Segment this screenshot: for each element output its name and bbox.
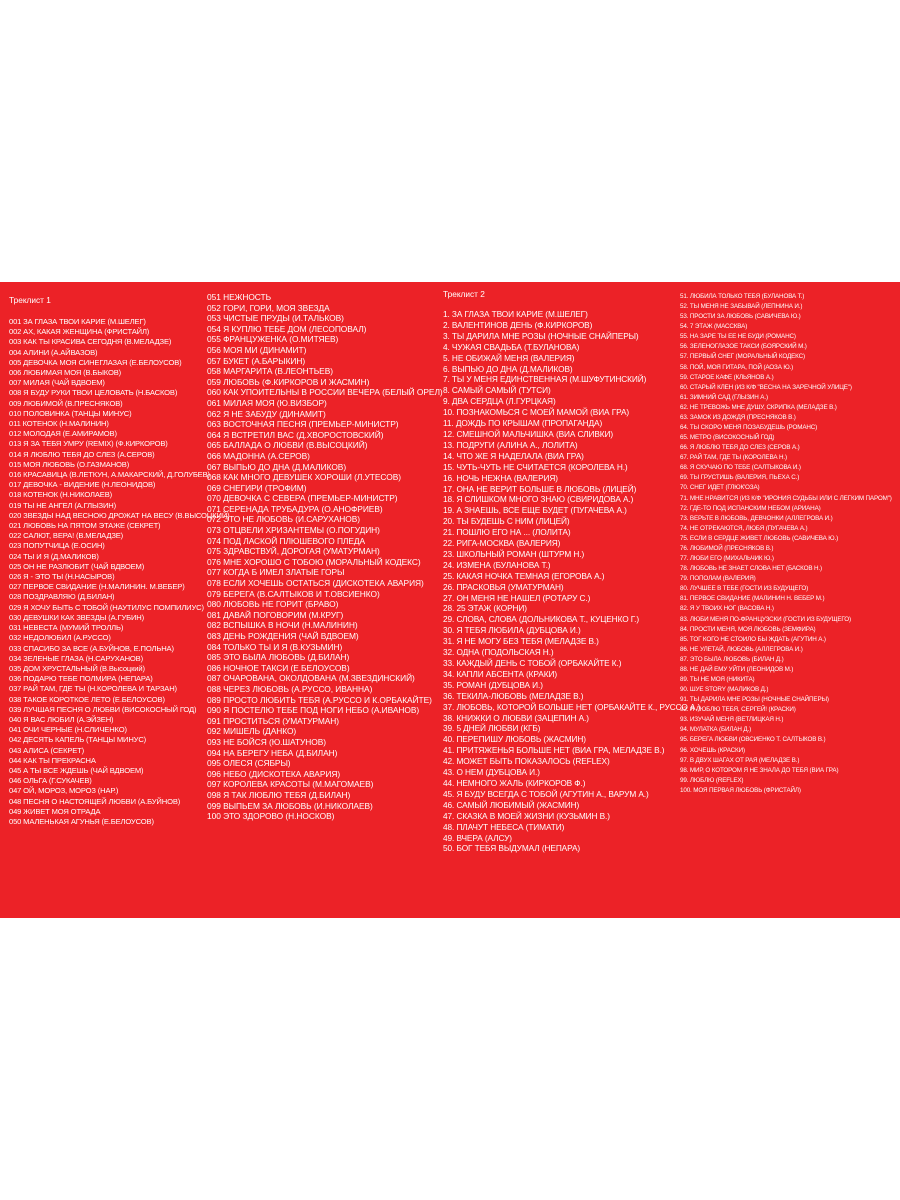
track-item: 54. 7 ЭТАЖ (МАССКВА) <box>680 323 748 331</box>
track-item: 098 Я ТАК ЛЮБЛЮ ТЕБЯ (Д.БИЛАН) <box>207 789 351 800</box>
track-item: 9. ДВА СЕРДЦА (Л.ГУРЦКАЯ) <box>443 396 556 407</box>
track-item: 042 ДЕСЯТЬ КАПЕЛЬ (ТАНЦЫ МИНУС) <box>9 735 147 745</box>
track-item: 093 НЕ БОЙСЯ (Ю.ШАТУНОВ) <box>207 736 326 747</box>
track-item: 92. Я ЛЮБЛЮ ТЕБЯ, СЕРГЕЙ! (КРАСКИ) <box>680 706 796 714</box>
track-item: 012 МОЛОДАЯ (Е.АМИРАМОВ) <box>9 429 117 439</box>
track-item: 068 КАК МНОГО ДЕВУШЕК ХОРОШИ (Л.УТЕСОВ) <box>207 472 401 483</box>
track-item: 021 ЛЮБОВЬ НА ПЯТОМ ЭТАЖЕ (СЕКРЕТ) <box>9 521 161 531</box>
track-item: 38. КНИЖКИ О ЛЮБВИ (ЗАЦЕПИН А.) <box>443 712 589 723</box>
track-item: 061 МИЛАЯ МОЯ (Ю.ВИЗБОР) <box>207 397 327 408</box>
track-item: 057 БУКЕТ (А.БАРЫКИН) <box>207 355 306 366</box>
track-item: 53. ПРОСТИ ЗА ЛЮБОВЬ (САВИЧЕВА Ю.) <box>680 313 801 321</box>
track-item: 58. ПОЙ, МОЯ ГИТАРА, ПОЙ (АОЗА Ю.) <box>680 363 794 371</box>
track-item: 7. ТЫ У МЕНЯ ЕДИНСТВЕННАЯ (М.ШУФУТИНСКИЙ) <box>443 374 647 385</box>
track-item: 015 МОЯ ЛЮБОВЬ (О.ГАЗМАНОВ) <box>9 459 130 469</box>
track-item: 64. ТЫ СКОРО МЕНЯ ПОЗАБУДЕШЬ (РОМАНС) <box>680 424 818 432</box>
track-item: 024 ТЫ И Я (Д.МАЛИКОВ) <box>9 551 99 561</box>
track-item: 3. ТЫ ДАРИЛА МНЕ РОЗЫ (НОЧНЫЕ СНАЙПЕРЫ) <box>443 330 639 341</box>
track-item: 025 ОН НЕ РАЗЛЮБИТ (ЧАЙ ВДВОЕМ) <box>9 561 145 571</box>
track-item: 022 САЛЮТ, ВЕРА! (В.МЕЛАДЗЕ) <box>9 531 124 541</box>
tracklist-1-continued-column <box>207 282 443 918</box>
track-item: 039 ЛУЧШАЯ ПЕСНЯ О ЛЮБВИ (ВИСОКОСНЫЙ ГОД) <box>9 704 197 714</box>
track-item: 2. ВАЛЕНТИНОВ ДЕНЬ (Ф.КИРКОРОВ) <box>443 319 593 330</box>
track-item: 11. ДОЖДЬ ПО КРЫШАМ (ПРОПАГАНДА) <box>443 418 603 429</box>
track-item: 023 ПОПУТЧИЦА (Е.ОСИН) <box>9 541 105 551</box>
track-list <box>9 317 230 827</box>
track-item: 043 АЛИСА (СЕКРЕТ) <box>9 745 85 755</box>
track-item: 57. ПЕРВЫЙ СНЕГ (МОРАЛЬНЫЙ КОДЕКС) <box>680 353 805 361</box>
track-item: 090 Я ПОСТЕЛЮ ТЕБЕ ПОД НОГИ НЕБО (А.ИВАНОВ) <box>207 705 420 716</box>
track-item: 94. МУЛАТКА (БИЛАН Д.) <box>680 726 752 734</box>
track-item: 82. Я У ТВОИХ НОГ (ВАСОВА Н.) <box>680 605 774 613</box>
track-item: 56. ЗЕЛЕНОГЛАЗОЕ ТАКСИ (БОЯРСКИЙ М.) <box>680 343 807 351</box>
track-item: 038 ТАКОЕ КОРОТКОЕ ЛЕТО (Е.БЕЛОУСОВ) <box>9 694 165 704</box>
track-item: 93. ИЗУЧАЙ МЕНЯ (ВЕТЛИЦКАЯ Н.) <box>680 716 784 724</box>
track-item: 097 КОРОЛЕВА КРАСОТЫ (М.МАГОМАЕВ) <box>207 779 374 790</box>
track-item: 32. ОДНА (ПОДОЛЬСКАЯ Н.) <box>443 647 554 658</box>
track-item: 013 Я ЗА ТЕБЯ УМРУ (REMIX) (Ф.КИРКОРОВ) <box>9 439 168 449</box>
track-item: 081 ДАВАЙ ПОГОВОРИМ (М.КРУГ) <box>207 609 344 620</box>
track-item: 85. ТОГ КОГО НЕ СТОИЛО БЫ ЖДАТЬ (АГУТИН А.) <box>680 635 826 643</box>
track-list <box>443 309 701 854</box>
track-item: 100 ЭТО ЗДОРОВО (Н.НОСКОВ) <box>207 811 335 822</box>
track-item: 47. СКАЗКА В МОЕЙ ЖИЗНИ (КУЗЬМИН В.) <box>443 810 610 821</box>
track-item: 060 КАК УПОИТЕЛЬНЫ В РОССИИ ВЕЧЕРА (БЕЛЫЙ ОРЕЛ) <box>207 387 443 398</box>
track-item: 086 НОЧНОЕ ТАКСИ (Е.БЕЛОУСОВ) <box>207 662 350 673</box>
track-item: 19. А ЗНАЕШЬ, ВСЕ ЕЩЕ БУДЕТ (ПУГАЧЕВА А.) <box>443 505 627 516</box>
track-item: 005 ДЕВОЧКА МОЯ СИНЕГЛАЗАЯ (Е.БЕЛОУСОВ) <box>9 357 182 367</box>
track-item: 002 АХ, КАКАЯ ЖЕНЩИНА (ФРИСТАЙЛ) <box>9 327 150 337</box>
track-item: 007 МИЛАЯ (ЧАЙ ВДВОЕМ) <box>9 378 105 388</box>
track-item: 83. ЛЮБИ МЕНЯ ПО-ФРАНЦУЗСКИ (ГОСТИ ИЗ БУДУЩЕГО) <box>680 615 852 623</box>
track-item: 90. ШУЕ STORY (МАЛИКОВ Д.) <box>680 686 769 694</box>
track-item: 31. Я НЕ МОГУ БЕЗ ТЕБЯ (МЕЛАДЗЕ В.) <box>443 636 599 647</box>
track-item: 5. НЕ ОБИЖАЙ МЕНЯ (ВАЛЕРИЯ) <box>443 352 575 363</box>
track-item: 67. РАЙ ТАМ, ГДЕ ТЫ (КОРОЛЕВА Н.) <box>680 454 787 462</box>
track-item: 019 ТЫ НЕ АНГЕЛ (А.ГЛЫЗИН) <box>9 500 116 510</box>
track-item: 089 ПРОСТО ЛЮБИТЬ ТЕБЯ (А.РУССО И К.ОРБАКАЙТЕ) <box>207 694 432 705</box>
track-item: 053 ЧИСТЫЕ ПРУДЫ (И.ТАЛЬКОВ) <box>207 313 344 324</box>
track-item: 35. РОМАН (ДУБЦОВА И.) <box>443 679 543 690</box>
track-item: 085 ЭТО БЫЛА ЛЮБОВЬ (Д.БИЛАН) <box>207 652 350 663</box>
track-item: 008 Я БУДУ РУКИ ТВОИ ЦЕЛОВАТЬ (Н.БАСКОВ) <box>9 388 178 398</box>
track-item: 46. САМЫЙ ЛЮБИМЫЙ (ЖАСМИН) <box>443 799 580 810</box>
track-item: 004 АЛИНИ (А.АЙВАЗОВ) <box>9 347 98 357</box>
track-item: 055 ФРАНЦУЖЕНКА (О.МИТЯЕВ) <box>207 334 339 345</box>
track-item: 12. СМЕШНОЙ МАЛЬЧИШКА (ВИА СЛИВКИ) <box>443 428 614 439</box>
track-item: 075 ЗДРАВСТВУЙ, ДОРОГАЯ (УМАТУРМАН) <box>207 546 380 557</box>
track-item: 26. ПРАСКОВЬЯ (УМАТУРМАН) <box>443 581 564 592</box>
track-item: 054 Я КУПЛЮ ТЕБЕ ДОМ (ЛЕСОПОВАЛ) <box>207 323 367 334</box>
track-item: 063 ВОСТОЧНАЯ ПЕСНЯ (ПРЕМЬЕР-МИНИСТР) <box>207 419 399 430</box>
track-item: 067 ВЫПЬЮ ДО ДНА (Д.МАЛИКОВ) <box>207 461 347 472</box>
track-item: 033 СПАСИБО ЗА ВСЕ (А.БУЙНОВ, Е.ПОЛЬНА) <box>9 643 174 653</box>
track-item: 70. СНЕГ ИДЕТ (ГЛЮК'ОЗА) <box>680 484 760 492</box>
track-item: 89. ТЫ НЕ МОЯ (НИКИТА) <box>680 675 755 683</box>
track-item: 61. ЗИМНИЙ САД (ГЛЫЗИН А.) <box>680 393 768 401</box>
track-item: 030 ДЕВУШКИ КАК ЗВЕЗДЫ (А.ГУБИН) <box>9 612 145 622</box>
track-item: 50. БОГ ТЕБЯ ВЫДУМАЛ (НЕПАРА) <box>443 843 581 854</box>
track-item: 14. ЧТО ЖЕ Я НАДЕЛАЛА (ВИА ГРА) <box>443 450 584 461</box>
track-item: 99. ЛЮБЛЮ (REFLEX) <box>680 776 744 784</box>
track-item: 30. Я ТЕБЯ ЛЮБИЛА (ДУБЦОВА И.) <box>443 625 581 636</box>
track-item: 87. ЭТО БЫЛА ЛЮБОВЬ (БИЛАН Д.) <box>680 655 784 663</box>
track-item: 045 А ТЫ ВСЕ ЖДЕШЬ (ЧАЙ ВДВОЕМ) <box>9 765 144 775</box>
track-item: 33. КАЖДЫЙ ДЕНЬ С ТОБОЙ (ОРБАКАЙТЕ К.) <box>443 658 622 668</box>
track-item: 69. ТЫ ГРУСТИШЬ (ВАЛЕРИЯ, ПЬЕХА С.) <box>680 474 800 482</box>
track-item: 049 ЖИВЕТ МОЯ ОТРАДА <box>9 806 101 816</box>
track-item: 29. СЛОВА, СЛОВА (ДОЛЬНИКОВА Т., КУЦЕНКО Г.) <box>443 614 640 625</box>
track-item: 027 ПЕРВОЕ СВИДАНИЕ (Н.МАЛИНИН. М.ВЕБЕР) <box>9 582 185 592</box>
track-item: 1. ЗА ГЛАЗА ТВОИ КАРИЕ (М.ШЕЛЕГ) <box>443 309 588 319</box>
track-item: 011 КОТЕНОК (Н.МАЛИНИН) <box>9 419 109 429</box>
track-item: 046 ОЛЬГА (Г.СУКАЧЕВ) <box>9 776 92 786</box>
track-item: 78. ЛЮБОВЬ НЕ ЗНАЕТ СЛОВА НЕТ (БАСКОВ Н.) <box>680 565 822 573</box>
track-item: 096 НЕБО (ДИСКОТЕКА АВАРИЯ) <box>207 768 341 779</box>
track-item: 6. ВЫПЬЮ ДО ДНА (Д.МАЛИКОВ) <box>443 363 573 374</box>
track-item: 016 КРАСАВИЦА (В.ЛЕТКУН, А.МАКАРСКИЙ, Д.ГОЛУБЕВ) <box>9 470 210 480</box>
tracklist-panel <box>0 282 900 918</box>
track-item: 072 ЭТО НЕ ЛЮБОВЬ (И.САРУХАНОВ) <box>207 514 361 525</box>
track-item: 037 РАЙ ТАМ, ГДЕ ТЫ (Н.КОРОЛЕВА И ТАРЗАН) <box>9 684 177 694</box>
track-item: 100. МОЯ ПЕРВАЯ ЛЮБОВЬ (ФРИСТАЙЛ) <box>680 786 801 794</box>
track-item: 032 НЕДОЛЮБИЛ (А.РУССО) <box>9 633 111 643</box>
track-item: 80. ЛУЧШЕЕ В ТЕБЕ (ГОСТИ ИЗ БУДУЩЕГО) <box>680 585 809 593</box>
track-item: 84. ПРОСТИ МЕНЯ, МОЯ ЛЮБОВЬ (ЗЕМФИРА) <box>680 625 816 633</box>
track-item: 34. КАПЛИ АБСЕНТА (КРАКИ) <box>443 668 557 679</box>
track-item: 96. ХОЧЕШЬ (КРАСКИ) <box>680 746 745 754</box>
track-item: 084 ТОЛЬКО ТЫ И Я (В.КУЗЬМИН) <box>207 641 343 652</box>
track-item: 74. НЕ ОТРЕКАЮТСЯ, ЛЮБЯ (ПУГАЧЕВА А.) <box>680 524 808 532</box>
track-item: 71. МНЕ НРАВИТСЯ (ИЗ К/Ф "ИРОНИЯ СУДЬБЫ ИЛИ С ЛЕГКИМ ПАРОМ") <box>680 494 892 502</box>
track-item: 079 БЕРЕГА (В.САЛТЫКОВ И Т.ОВСИЕНКО) <box>207 588 380 599</box>
track-item: 003 КАК ТЫ КРАСИВА СЕГОДНЯ (В.МЕЛАДЗЕ) <box>9 337 172 347</box>
track-item: 43. О НЕМ (ДУБЦОВА И.) <box>443 767 540 778</box>
track-item: 095 ОЛЕСЯ (СЯБРЫ) <box>207 758 291 769</box>
track-item: 88. НЕ ДАЙ ЕМУ УЙТИ (ЛЕОНИДОВ М.) <box>680 665 794 673</box>
track-item: 029 Я ХОЧУ БЫТЬ С ТОБОЙ (НАУТИЛУС ПОМПИЛИУС) <box>9 602 204 612</box>
track-item: 050 МАЛЕНЬКАЯ АГУНЬЯ (Е.БЕЛОУСОВ) <box>9 816 154 826</box>
track-item: 066 МАДОННА (А.СЕРОВ) <box>207 450 310 461</box>
track-item: 087 ОЧАРОВАНА, ОКОЛДОВАНА (М.ЗВЕЗДИНСКИЙ) <box>207 673 415 684</box>
track-item: 24. ИЗМЕНА (БУЛАНОВА Т.) <box>443 559 551 570</box>
track-item: 056 МОЯ МИ (ДИНАМИТ) <box>207 344 307 355</box>
track-item: 62. НЕ ТРЕВОЖЬ МНЕ ДУШУ, СКРИПКА (МЕЛАДЗЕ В.) <box>680 403 837 411</box>
track-item: 094 НА БЕРЕГУ НЕБА (Д.БИЛАН) <box>207 747 338 758</box>
track-item: 39. 5 ДНЕЙ ЛЮБВИ (КГБ) <box>443 723 541 734</box>
track-item: 017 ДЕВОЧКА - ВИДЕНИЕ (Н.ЛЕОНИДОВ) <box>9 480 156 490</box>
track-item: 069 СНЕГИРИ (ТРОФИМ) <box>207 482 307 493</box>
track-item: 065 БАЛЛАДА О ЛЮБВИ (В.ВЫСОЦКИЙ) <box>207 440 368 451</box>
tracklist-2-continued-column <box>680 282 898 918</box>
track-item: 051 НЕЖНОСТЬ <box>207 292 272 302</box>
track-item: 72. ГДЕ-ТО ПОД ИСПАНСКИМ НЕБОМ (АРИАНА) <box>680 504 821 512</box>
track-item: 13. ПОДРУГИ (АЛИНА А., ЛОЛИТА) <box>443 439 578 450</box>
track-item: 48. ПЛАЧУТ НЕБЕСА (ТИМАТИ) <box>443 821 565 832</box>
track-item: 21. ПОШЛЮ ЕГО НА ... (ЛОЛИТА) <box>443 527 571 538</box>
track-item: 77. ЛЮБИ ЕГО (МИХАЛЬЧИК Ю.) <box>680 555 774 563</box>
track-item: 074 ПОД ЛАСКОЙ ПЛЮШЕВОГО ПЛЕДА <box>207 535 366 546</box>
track-item: 041 ОЧИ ЧЕРНЫЕ (Н.СЛИЧЕНКО) <box>9 725 127 735</box>
track-item: 86. НЕ УЛЕТАЙ, ЛЮБОВЬ (АЛЛЕГРОВА И.) <box>680 645 803 653</box>
tracklist-2-heading: Треклист 2 <box>443 289 485 299</box>
track-item: 026 Я - ЭТО ТЫ (Н.НАСЫРОВ) <box>9 572 115 582</box>
track-item: 014 Я ЛЮБЛЮ ТЕБЯ ДО СЛЕЗ (А.СЕРОВ) <box>9 449 155 459</box>
track-item: 66. Я ЛЮБЛЮ ТЕБЯ ДО СЛЕЗ (СЕРОВ А.) <box>680 444 800 452</box>
track-item: 40. ПЕРЕПИШУ ЛЮБОВЬ (ЖАСМИН) <box>443 734 586 745</box>
track-item: 083 ДЕНЬ РОЖДЕНИЯ (ЧАЙ ВДВОЕМ) <box>207 631 359 641</box>
track-item: 052 ГОРИ, ГОРИ, МОЯ ЗВЕЗДА <box>207 302 330 313</box>
track-item: 077 КОГДА Б ИМЕЛ ЗЛАТЫЕ ГОРЫ <box>207 567 345 578</box>
track-item: 092 МИШЕЛЬ (ДАНКО) <box>207 726 297 737</box>
track-item: 76. ЛЮБИМОЙ (ПРЕСНЯКОВ В.) <box>680 544 774 552</box>
track-list <box>207 292 443 822</box>
track-item: 98. МИР, О КОТОРОМ Я НЕ ЗНАЛА ДО ТЕБЯ (ВИА ГРА) <box>680 766 839 774</box>
track-item: 028 ПОЗДРАВЛЯЮ (Д.БИЛАН) <box>9 592 115 602</box>
track-item: 18. Я СЛИШКОМ МНОГО ЗНАЮ (СВИРИДОВА А.) <box>443 494 634 505</box>
track-item: 062 Я НЕ ЗАБУДУ (ДИНАМИТ) <box>207 408 326 419</box>
track-item: 45. Я БУДУ ВСЕГДА С ТОБОЙ (АГУТИН А., ВАРУМ А.) <box>443 788 649 799</box>
track-item: 058 МАРГАРИТА (В.ЛЕОНТЬЕВ) <box>207 366 333 377</box>
track-item: 036 ПОДАРЮ ТЕБЕ ПОЛМИРА (НЕПАРА) <box>9 674 153 684</box>
track-item: 16. НОЧЬ НЕЖНА (ВАЛЕРИЯ) <box>443 472 558 483</box>
track-item: 044 КАК ТЫ ПРЕКРАСНА <box>9 755 96 765</box>
track-item: 073 ОТЦВЕЛИ ХРИЗАНТЕМЫ (О.ПОГУДИН) <box>207 525 380 536</box>
track-item: 25. КАКАЯ НОЧКА ТЕМНАЯ (ЕГОРОВА А.) <box>443 570 605 581</box>
track-item: 070 ДЕВОЧКА С СЕВЕРА (ПРЕМЬЕР-МИНИСТР) <box>207 493 398 504</box>
track-item: 73. ВЕРЬТЕ В ЛЮБОВЬ, ДЕВЧОНКИ (АЛЛЕГРОВА И.) <box>680 514 833 522</box>
track-item: 080 ЛЮБОВЬ НЕ ГОРИТ (БРАВО) <box>207 599 339 610</box>
track-item: 010 ПОЛОВИНКА (ТАНЦЫ МИНУС) <box>9 408 132 418</box>
track-item: 42. МОЖЕТ БЫТЬ ПОКАЗАЛОСЬ (REFLEX) <box>443 756 610 767</box>
track-item: 078 ЕСЛИ ХОЧЕШЬ ОСТАТЬСЯ (ДИСКОТЕКА АВАРИЯ) <box>207 578 424 589</box>
track-item: 031 НЕВЕСТА (МУМИЙ ТРОЛЛЬ) <box>9 623 124 633</box>
track-list <box>680 292 898 796</box>
track-item: 28. 25 ЭТАЖ (КОРНИ) <box>443 603 527 614</box>
track-item: 15. ЧУТЬ-ЧУТЬ НЕ СЧИТАЕТСЯ (КОРОЛЕВА Н.) <box>443 461 628 472</box>
track-item: 60. СТАРЫЙ КЛЕН (ИЗ К/Ф "ВЕСНА НА ЗАРЕЧНОЙ УЛИЦЕ") <box>680 383 852 391</box>
track-item: 68. Я СКУЧАЮ ПО ТЕБЕ (САЛТЫКОВА И.) <box>680 464 801 472</box>
track-item: 91. ТЫ ДАРИЛА МНЕ РОЗЫ (НОЧНЫЕ СНАЙПЕРЫ) <box>680 696 829 704</box>
track-item: 65. МЕТРО (ВИСОКОСНЫЙ ГОД) <box>680 434 775 442</box>
track-item: 36. ТЕКИЛА-ЛЮБОВЬ (МЕЛАДЗЕ В.) <box>443 690 584 701</box>
tracklist-1-column <box>9 282 230 918</box>
track-item: 10. ПОЗНАКОМЬСЯ С МОЕЙ МАМОЙ (ВИА ГРА) <box>443 407 630 418</box>
track-item: 79. ПОПОЛАМ (ВАЛЕРИЯ) <box>680 575 756 583</box>
track-item: 059 ЛЮБОВЬ (Ф.КИРКОРОВ И ЖАСМИН) <box>207 376 370 387</box>
track-item: 047 ОЙ, МОРОЗ, МОРОЗ (НАР.) <box>9 786 119 796</box>
track-item: 41. ПРИТЯЖЕНЬЯ БОЛЬШЕ НЕТ (ВИА ГРА, МЕЛАДЗЕ В.) <box>443 745 665 756</box>
track-item: 37. ЛЮБОВЬ, КОТОРОЙ БОЛЬШЕ НЕТ (ОРБАКАЙТЕ К., РУССО А.) <box>443 701 701 712</box>
track-item: 52. ТЫ МЕНЯ НЕ ЗАБЫВАЙ (ЛЕПНИНА И.) <box>680 303 803 311</box>
track-item: 091 ПРОСТИТЬСЯ (УМАТУРМАН) <box>207 715 340 726</box>
track-item: 088 ЧЕРЕЗ ЛЮБОВЬ (А.РУССО, ИВАННА) <box>207 683 373 694</box>
track-item: 099 ВЫПЬЕМ ЗА ЛЮБОВЬ (И.НИКОЛАЕВ) <box>207 800 373 811</box>
track-item: 63. ЗАМОК ИЗ ДОЖДЯ (ПРЕСНЯКОВ В.) <box>680 413 796 421</box>
track-item: 048 ПЕСНЯ О НАСТОЯЩЕЙ ЛЮБВИ (А.БУЙНОВ) <box>9 796 181 806</box>
track-item: 27. ОН МЕНЯ НЕ НАШЕЛ (РОТАРУ С.) <box>443 592 591 603</box>
track-item: 020 ЗВЕЗДЫ НАД ВЕСНОЮ ДРОЖАТ НА ВЕСУ (В.ВЫСОЦКИЙ) <box>9 510 230 520</box>
tracklist-1-heading: Треклист 1 <box>9 295 51 305</box>
track-item: 006 ЛЮБИМАЯ МОЯ (В.БЫКОВ) <box>9 368 122 378</box>
tracklist-2-column <box>443 282 701 918</box>
track-item: 064 Я ВСТРЕТИЛ ВАС (Д.ХВОРОСТОВСКИЙ) <box>207 429 384 440</box>
track-item: 17. ОНА НЕ ВЕРИТ БОЛЬШЕ В ЛЮБОВЬ (ЛИЦЕЙ) <box>443 483 637 494</box>
track-item: 076 МНЕ ХОРОШО С ТОБОЮ (МОРАЛЬНЫЙ КОДЕКС) <box>207 556 421 567</box>
track-item: 44. НЕМНОГО ЖАЛЬ (КИРКОРОВ Ф.) <box>443 777 586 788</box>
track-item: 009 ЛЮБИМОЙ (В.ПРЕСНЯКОВ) <box>9 398 123 408</box>
track-item: 95. БЕРЕГА ЛЮБВИ (ОВСИЕНКО Т. САЛТЫКОВ В.) <box>680 736 826 744</box>
track-item: 49. ВЧЕРА (АЛСУ) <box>443 832 512 843</box>
track-item: 034 ЗЕЛЕНЫЕ ГЛАЗА (Н.САРУХАНОВ) <box>9 653 143 663</box>
track-item: 59. СТАРОЕ КАФЕ (КЛЬЯНОВ А.) <box>680 373 774 381</box>
track-item: 8. САМЫЙ САМЫЙ (ТУТСИ) <box>443 385 551 396</box>
track-item: 51. ЛЮБИЛА ТОЛЬКО ТЕБЯ (БУЛАНОВА Т.) <box>680 293 805 300</box>
track-item: 55. НА ЗАРЕ ТЫ ЕЕ НЕ БУДИ (РОМАНС) <box>680 333 796 341</box>
track-item: 040 Я ВАС ЛЮБИЛ (А.ЭЙЗЕН) <box>9 714 114 724</box>
track-item: 20. ТЫ БУДЕШЬ С НИМ (ЛИЦЕЙ) <box>443 516 570 527</box>
track-item: 81. ПЕРВОЕ СВИДАНИЕ (МАЛИНИН Н. ВЕБЕР М.) <box>680 595 825 603</box>
track-item: 035 ДОМ ХРУСТАЛЬНЫЙ (В.Высоцкий) <box>9 663 145 673</box>
track-item: 4. ЧУЖАЯ СВАДЬБА (Т.БУЛАНОВА) <box>443 341 580 352</box>
track-item: 082 ВСПЫШКА В НОЧИ (Н.МАЛИНИН) <box>207 620 358 631</box>
track-item: 018 КОТЕНОК (Н.НИКОЛАЕВ) <box>9 490 112 500</box>
track-item: 071 СЕРЕНАДА ТРУБАДУРА (О.АНОФРИЕВ) <box>207 503 383 514</box>
track-item: 97. В ДВУХ ШАГАХ ОТ РАЯ (МЕЛАДЗЕ В.) <box>680 756 800 764</box>
track-item: 75. ЕСЛИ В СЕРДЦЕ ЖИВЕТ ЛЮБОВЬ (САВИЧЕВА Ю.) <box>680 534 839 542</box>
track-item: 23. ШКОЛЬНЫЙ РОМАН (ШТУРМ Н.) <box>443 548 585 559</box>
track-item: 22. РИГА-МОСКВА (ВАЛЕРИЯ) <box>443 538 561 549</box>
track-item: 001 ЗА ГЛАЗА ТВОИ КАРИЕ (М.ШЕЛЕГ) <box>9 317 146 326</box>
